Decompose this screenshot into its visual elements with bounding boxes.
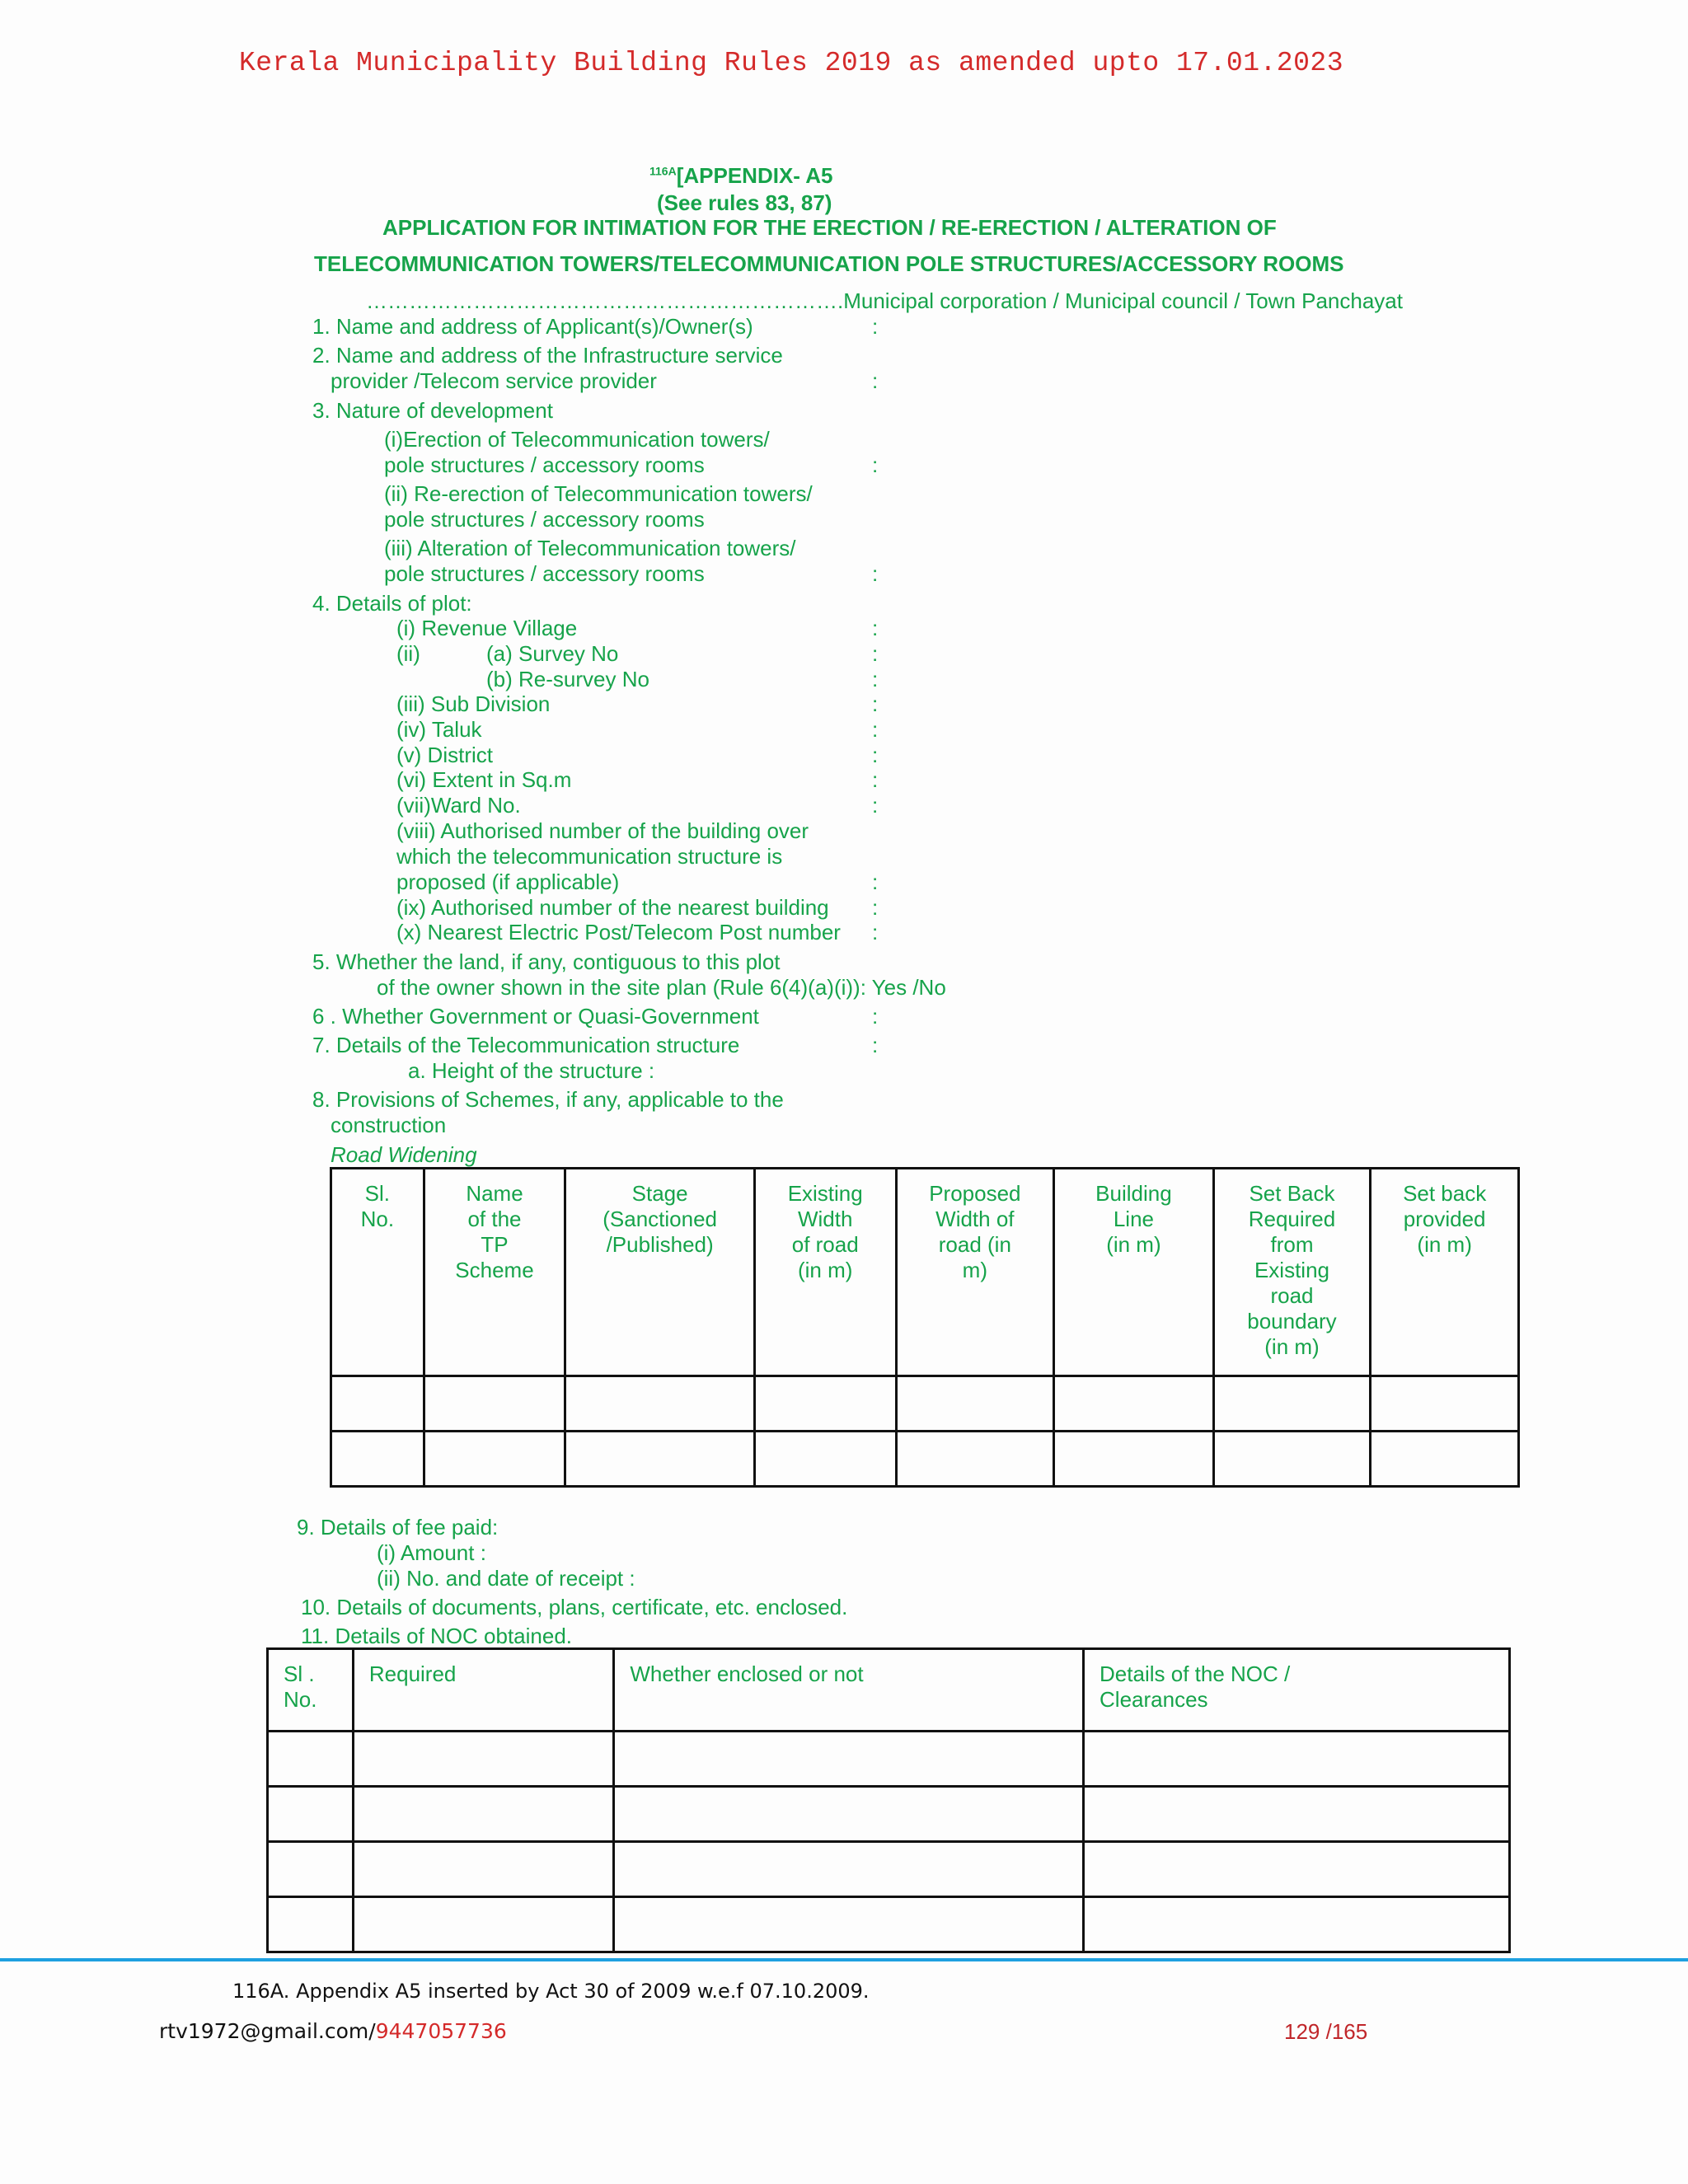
table-cell[interactable]	[353, 1787, 613, 1842]
table-cell[interactable]	[1371, 1376, 1519, 1432]
header-building-line: Building Line (in m)	[1054, 1169, 1214, 1376]
table-cell[interactable]	[1054, 1432, 1214, 1487]
table-cell[interactable]	[331, 1432, 424, 1487]
table-cell[interactable]	[565, 1432, 755, 1487]
table-cell[interactable]	[614, 1787, 1084, 1842]
item-4ix: (ix) Authorised number of the nearest building	[396, 895, 829, 920]
table-cell[interactable]	[565, 1376, 755, 1432]
table-cell[interactable]	[353, 1897, 613, 1952]
contact-line	[159, 2019, 507, 2043]
scheme-table	[330, 1167, 1520, 1488]
footnote: 116A. Appendix A5 inserted by Act 30 of 2009 w.e.f 07.10.2009.	[232, 1980, 870, 2003]
item-3iii-line-2: pole structures / accessory rooms	[384, 561, 705, 586]
table-row	[331, 1432, 1519, 1487]
item-4ii-a: (a) Survey No	[486, 641, 619, 666]
table-cell[interactable]	[353, 1842, 613, 1897]
colon-6: :	[872, 1004, 879, 1029]
table-row	[268, 1787, 1510, 1842]
table-cell[interactable]	[424, 1376, 565, 1432]
colon-4viii: :	[872, 869, 879, 894]
item-4viii-line-1: (viii) Authorised number of the building over	[396, 818, 809, 843]
table-cell[interactable]	[754, 1376, 896, 1432]
colon-4ix: :	[872, 895, 879, 920]
item-4iii: (iii) Sub Division	[396, 691, 551, 716]
item-4vi: (vi) Extent in Sq.m	[396, 767, 572, 792]
scheme-table-header-row	[331, 1169, 1519, 1376]
colon-4ii-a: :	[872, 641, 879, 666]
noc-table-header-row	[268, 1649, 1510, 1732]
colon-3i: :	[872, 452, 879, 477]
item-11: 11. Details of NOC obtained.	[301, 1624, 573, 1648]
table-cell[interactable]	[614, 1897, 1084, 1952]
noc-header-sl-no: Sl . No.	[268, 1649, 354, 1732]
table-cell[interactable]	[1084, 1897, 1510, 1952]
item-3ii-line-2: pole structures / accessory rooms	[384, 507, 705, 532]
header-proposed-width: Proposed Width of road (in m)	[896, 1169, 1054, 1376]
item-4vii: (vii)Ward No.	[396, 793, 521, 818]
colon-1: :	[872, 314, 879, 339]
header-sl-no: Sl. No.	[331, 1169, 424, 1376]
colon-4x: :	[872, 920, 879, 944]
table-cell[interactable]	[1084, 1842, 1510, 1897]
table-cell[interactable]	[1371, 1432, 1519, 1487]
table-row	[268, 1897, 1510, 1952]
table-cell[interactable]	[268, 1787, 354, 1842]
item-2-line-1: 2. Name and address of the Infrastructure service	[312, 343, 783, 368]
colon-7: :	[872, 1033, 879, 1057]
colon-4ii-b: :	[872, 667, 879, 691]
table-cell[interactable]	[1084, 1732, 1510, 1787]
table-cell[interactable]	[1054, 1376, 1214, 1432]
colon-2: :	[872, 368, 879, 393]
item-4v: (v) District	[396, 743, 493, 767]
item-8-line-2: construction	[331, 1113, 447, 1137]
table-cell[interactable]	[424, 1432, 565, 1487]
table-cell[interactable]	[268, 1897, 354, 1952]
item-3: 3. Nature of development	[312, 398, 553, 423]
item-9i: (i) Amount :	[377, 1540, 486, 1565]
item-3ii-line-1: (ii) Re-erection of Telecommunication towers/	[384, 481, 813, 506]
colon-3iii: :	[872, 561, 879, 586]
item-4: 4. Details of plot:	[312, 591, 472, 616]
form-title-line-2: TELECOMMUNICATION TOWERS/TELECOMMUNICATION POLE STRUCTURES/ACCESSORY ROOMS	[314, 251, 1344, 276]
item-9: 9. Details of fee paid:	[297, 1515, 499, 1540]
item-2-line-2: provider /Telecom service provider	[331, 368, 657, 393]
item-4ii: (ii)	[396, 641, 420, 666]
item-6: 6 . Whether Government or Quasi-Government	[312, 1004, 759, 1029]
header-tp-scheme: Name of the TP Scheme	[424, 1169, 565, 1376]
table-row	[268, 1732, 1510, 1787]
noc-table	[266, 1647, 1511, 1953]
table-cell[interactable]	[1084, 1787, 1510, 1842]
item-9ii: (ii) No. and date of receipt :	[377, 1566, 635, 1591]
contact-email: rtv1972@gmail.com/	[159, 2019, 376, 2043]
item-3i-line-1: (i)Erection of Telecommunication towers/	[384, 427, 770, 452]
noc-header-details: Details of the NOC / Clearances	[1084, 1649, 1510, 1732]
table-cell[interactable]	[614, 1842, 1084, 1897]
item-7: 7. Details of the Telecommunication structure	[312, 1033, 740, 1057]
item-5-line-1: 5. Whether the land, if any, contiguous to this plot	[312, 949, 781, 974]
header-setback-required: Set Back Required from Existing road boundary (in m)	[1213, 1169, 1371, 1376]
table-cell[interactable]	[754, 1432, 896, 1487]
noc-header-required: Required	[353, 1649, 613, 1732]
item-8-line-1: 8. Provisions of Schemes, if any, applicable to the	[312, 1087, 784, 1112]
colon-4iii: :	[872, 691, 879, 716]
table-cell[interactable]	[1213, 1432, 1371, 1487]
contact-phone: 9447057736	[375, 2019, 507, 2043]
item-4viii-line-3: proposed (if applicable)	[396, 869, 620, 894]
colon-4vi: :	[872, 767, 879, 792]
noc-header-enclosed: Whether enclosed or not	[614, 1649, 1084, 1732]
item-7a: a. Height of the structure :	[408, 1058, 655, 1083]
table-row	[331, 1376, 1519, 1432]
running-header: Kerala Municipality Building Rules 2019 as amended upto 17.01.2023	[239, 48, 1344, 78]
item-4iv: (iv) Taluk	[396, 717, 482, 742]
item-4x: (x) Nearest Electric Post/Telecom Post number	[396, 920, 841, 944]
footnote-marker: 116A	[649, 164, 677, 178]
item-3i-line-2: pole structures / accessory rooms	[384, 452, 705, 477]
item-4viii-line-2: which the telecommunication structure is	[396, 844, 783, 869]
table-cell[interactable]	[331, 1376, 424, 1432]
authority-line: ………………………………………………………….Municipal corporation / Municipal council / Town Panchayat	[366, 288, 1403, 313]
item-4ii-b: (b) Re-survey No	[486, 667, 649, 691]
header-existing-width: Existing Width of road (in m)	[754, 1169, 896, 1376]
item-10: 10. Details of documents, plans, certificate, etc. enclosed.	[301, 1595, 848, 1619]
table-cell[interactable]	[268, 1732, 354, 1787]
item-4i: (i) Revenue Village	[396, 616, 578, 640]
item-5-line-2: of the owner shown in the site plan (Rule 6(4)(a)(i)): Yes /No	[377, 975, 946, 1000]
table-cell[interactable]	[896, 1376, 1054, 1432]
table-cell[interactable]	[1213, 1376, 1371, 1432]
page-number: 129 /165	[1284, 2019, 1368, 2044]
footer-divider	[0, 1958, 1688, 1961]
table-cell[interactable]	[353, 1732, 613, 1787]
form-title-line-1: APPLICATION FOR INTIMATION FOR THE ERECTION / RE-ERECTION / ALTERATION OF	[382, 215, 1277, 240]
colon-4iv: :	[872, 717, 879, 742]
header-setback-provided: Set back provided (in m)	[1371, 1169, 1519, 1376]
item-1: 1. Name and address of Applicant(s)/Owner(s)	[312, 314, 753, 339]
table-cell[interactable]	[268, 1842, 354, 1897]
colon-4v: :	[872, 743, 879, 767]
table-row	[268, 1842, 1510, 1897]
road-widening-label: Road Widening	[331, 1142, 477, 1167]
header-stage: Stage (Sanctioned /Published)	[565, 1169, 755, 1376]
item-3iii-line-1: (iii) Alteration of Telecommunication towers/	[384, 536, 796, 560]
appendix-label: [APPENDIX- A5	[676, 163, 833, 188]
appendix-heading	[649, 163, 832, 189]
table-cell[interactable]	[896, 1432, 1054, 1487]
table-cell[interactable]	[614, 1732, 1084, 1787]
colon-4vii: :	[872, 793, 879, 818]
see-rules: (See rules 83, 87)	[657, 190, 832, 215]
colon-4i: :	[872, 616, 879, 640]
